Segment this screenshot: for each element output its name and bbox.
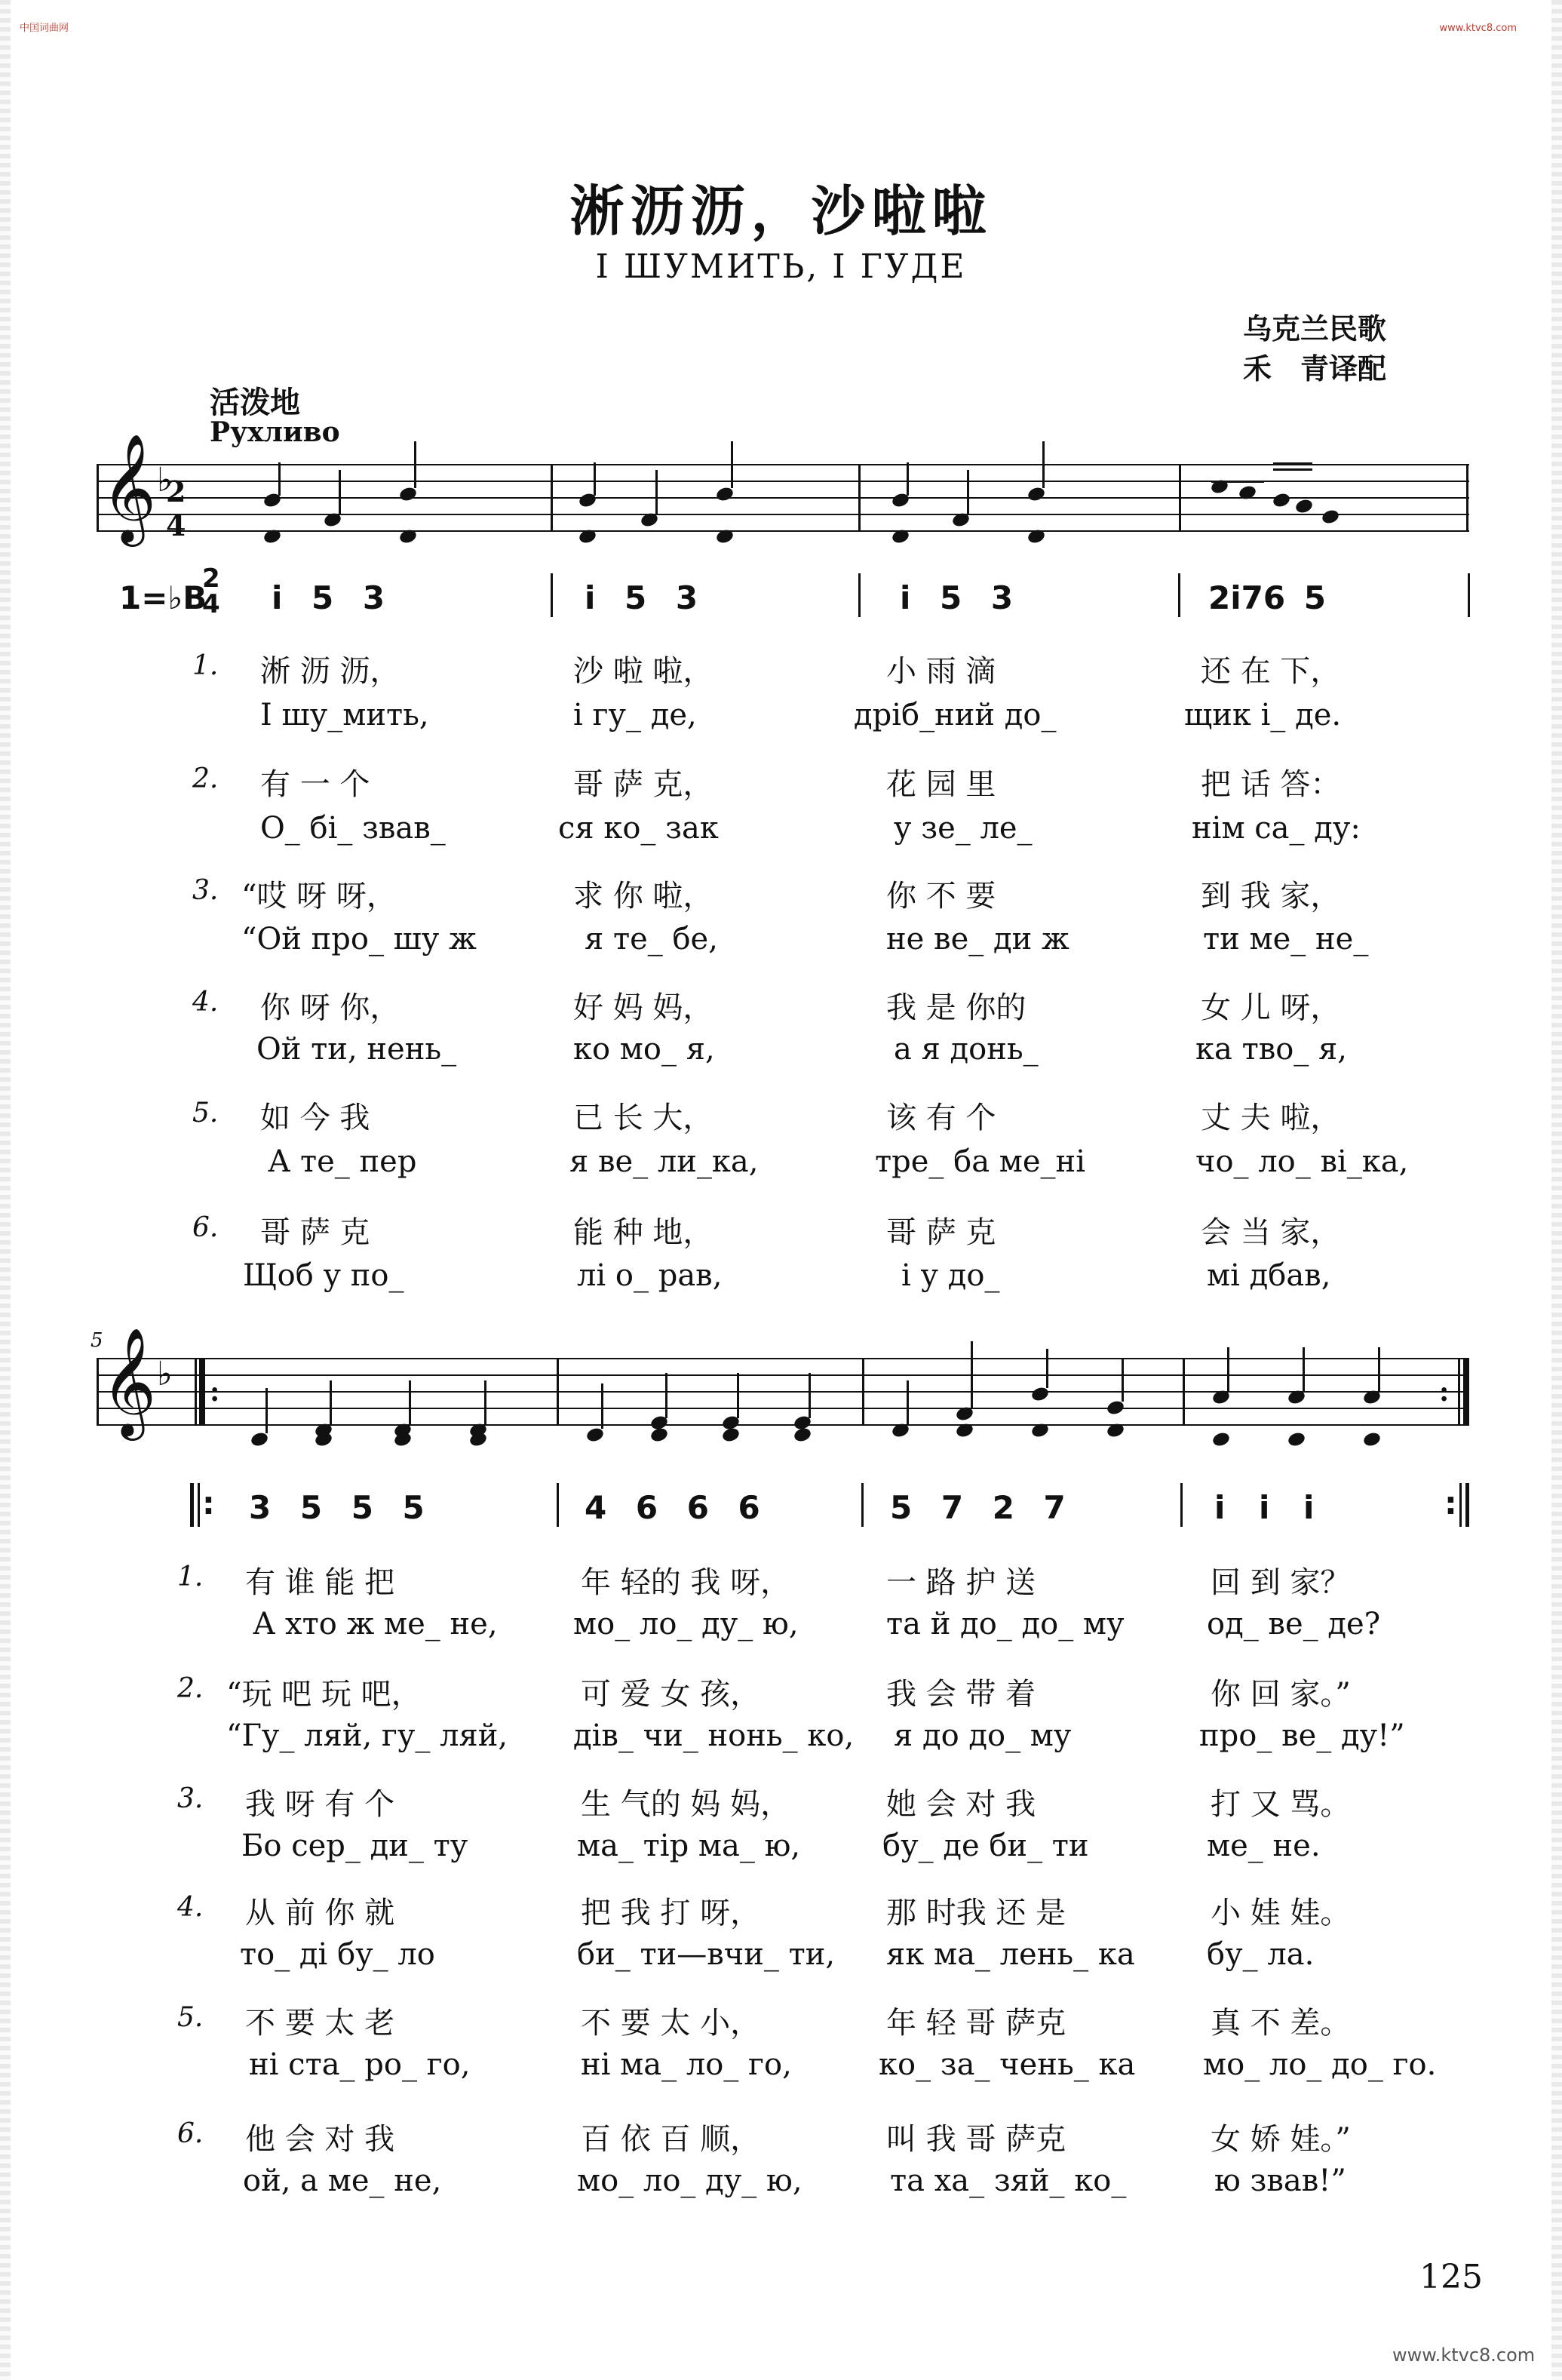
lyric-zh: 有 一 个 (260, 767, 370, 802)
lyric-zh: 丈 夫 啦， (1201, 1101, 1341, 1135)
lyric-zh: 他 会 对 我 (245, 2122, 395, 2157)
lyric-uk: Щоб у по_ (243, 1258, 404, 1293)
lyric-uk: дріб_ний до_ (854, 698, 1057, 732)
lyric-zh: 不 要 太 老 (245, 2006, 395, 2041)
staff-section-1 (97, 434, 1469, 542)
lyric-zh: 生 气的 妈 妈， (581, 1787, 791, 1822)
lyric-zh: 你 呀 你， (260, 990, 400, 1025)
site-watermark-right: www.ktvc8.com (1439, 23, 1517, 34)
lyric-uk: А хто ж ме_ не, (253, 1607, 498, 1641)
lyric-uk: ні ста_ ро_ го, (249, 2047, 471, 2082)
lyric-uk: мо_ ло_ ду_ ю, (573, 1607, 799, 1641)
lyric-uk: ме_ не. (1207, 1829, 1321, 1863)
measure-7-notes: 5 7 2 7 (890, 1489, 1066, 1526)
lyric-uk: я ве_ ли_ка, (569, 1144, 759, 1179)
lyric-uk: ні ма_ ло_ го, (581, 2047, 792, 2082)
lyric-uk: та й до_ до_ му (886, 1607, 1125, 1641)
lyric-zh: 我 是 你的 (886, 990, 1027, 1025)
song-subtitle: І ШУМИТЬ, І ГУДЕ (595, 247, 967, 286)
lyric-zh: 小 雨 滴 (886, 654, 996, 689)
lyric-uk: бу_ де би_ ти (882, 1829, 1089, 1863)
lyric-zh: 沙 啦 啦， (573, 654, 713, 689)
lyric-uk: а я донь_ (894, 1032, 1039, 1067)
tempo-chinese: 活泼地 (210, 385, 300, 420)
lyric-uk: ся ко_ зак (558, 811, 719, 846)
lyric-zh: 年 轻 哥 萨克 (886, 2006, 1066, 2041)
lyric-uk: мі дбав, (1207, 1258, 1331, 1293)
lyric-uk: я те_ бе, (585, 922, 718, 957)
lyric-zh: 哥 萨 克 (886, 1215, 996, 1250)
lyric-uk: бу_ ла. (1207, 1937, 1315, 1972)
lyric-uk: у зе_ ле_ (894, 811, 1033, 846)
lyric-uk: ой, а ме_ не, (243, 2163, 442, 2198)
lyric-zh: 如 今 我 (260, 1101, 370, 1135)
lyric-uk: нім са_ ду: (1192, 811, 1361, 846)
verse-number: 1. (192, 650, 219, 681)
staff-time-signature: 2 4 (166, 474, 186, 542)
flat-key-signature-icon: ♭ (157, 461, 173, 499)
lyric-zh: 能 种 地， (573, 1215, 713, 1250)
lyric-zh: 小 娃 娃。 (1211, 1896, 1351, 1930)
repeat-end-dots-icon: : (1439, 1376, 1450, 1408)
lyric-uk: ко мо_ я, (573, 1032, 715, 1067)
repeat-end-dots-icon: : (1444, 1485, 1457, 1522)
flat-key-signature-icon: ♭ (157, 1355, 173, 1393)
lyric-uk: ма_ тір ма_ ю, (577, 1829, 801, 1863)
lyric-zh: 你 不 要 (886, 879, 996, 914)
treble-clef-icon: 𝄞 (101, 1328, 157, 1436)
lyric-zh: 女 娇 娃。” (1211, 2122, 1351, 2157)
lyric-zh: 女 儿 呀， (1201, 990, 1341, 1025)
left-page-edge (0, 0, 11, 2380)
verse-number: 1. (177, 1562, 204, 1592)
lyric-uk: про_ ве_ ду!” (1199, 1718, 1405, 1753)
lyric-uk: Бо сер_ ди_ ту (241, 1829, 468, 1863)
lyric-uk: А те_ пер (268, 1144, 417, 1179)
lyric-zh: 哥 萨 克， (573, 767, 713, 802)
repeat-start-dots-icon: : (210, 1376, 220, 1408)
right-page-edge (1551, 0, 1562, 2380)
lyric-uk: і у до_ (901, 1258, 1000, 1293)
lyric-zh: 该 有 个 (886, 1101, 996, 1135)
verse-number: 2. (177, 1673, 204, 1704)
verse-number: 6. (177, 2118, 204, 2149)
measure-1-notes: i 5 3 (272, 579, 385, 616)
lyric-uk: О_ бі_ звав_ (260, 811, 446, 846)
lyric-zh: “哎 呀 呀， (241, 879, 397, 914)
lyric-zh: 从 前 你 就 (245, 1896, 395, 1930)
verse-number: 3. (192, 875, 219, 906)
lyric-uk: тре_ ба ме_ні (875, 1144, 1086, 1179)
verse-number: 5. (192, 1098, 219, 1129)
lyric-uk: та ха_ зяй_ ко_ (890, 2163, 1127, 2198)
lyric-uk: лі о_ рав, (577, 1258, 723, 1293)
lyric-uk: мо_ ло_ ду_ ю, (577, 2163, 802, 2198)
verse-number: 5. (177, 2002, 204, 2033)
lyric-uk: ко_ за_ чень_ ка (879, 2047, 1136, 2082)
lyric-uk: мо_ ло_ до_ го. (1203, 2047, 1437, 2082)
lyric-uk: І шу_мить, (260, 698, 429, 732)
lyric-zh: 花 园 里 (886, 767, 996, 802)
lyric-zh: 我 会 带 着 (886, 1677, 1036, 1712)
lyric-uk: щик і_ де. (1184, 698, 1342, 732)
lyric-zh: “玩 吧 玩 吧， (226, 1677, 422, 1712)
lyric-zh: 把 话 答： (1201, 767, 1341, 802)
lyric-zh: 已 长 大， (573, 1101, 713, 1135)
measure-4-notes: 2i76 5 (1208, 579, 1326, 616)
lyric-zh: 回 到 家？ (1211, 1565, 1351, 1600)
lyric-zh: 年 轻的 我 呀， (581, 1565, 791, 1600)
lyric-zh: 她 会 对 我 (886, 1787, 1036, 1822)
lyric-zh: 把 我 打 呀， (581, 1896, 761, 1930)
time-signature: 2 4 (202, 564, 220, 619)
lyric-zh: 一 路 护 送 (886, 1565, 1036, 1600)
lyric-zh: 还 在 下， (1201, 654, 1341, 689)
tempo-ukrainian: Рухливо (210, 416, 340, 448)
measure-2-notes: i 5 3 (585, 579, 698, 616)
staff-section-2 (97, 1328, 1469, 1436)
lyric-zh: 会 当 家， (1201, 1215, 1341, 1250)
verse-number: 2. (192, 763, 219, 794)
site-watermark-left: 中国词曲网 (20, 23, 69, 34)
lyric-zh: 好 妈 妈， (573, 990, 713, 1025)
lyric-uk: не ве_ ди ж (886, 922, 1069, 957)
lyric-uk: то_ ді бу_ ло (240, 1937, 435, 1972)
measure-6-notes: 4 6 6 6 (585, 1489, 760, 1526)
lyric-zh: 哥 萨 克 (260, 1215, 370, 1250)
footer-watermark: www.ktvc8.com (1392, 2345, 1536, 2366)
measure-5-notes: 3 5 5 5 (249, 1489, 425, 1526)
treble-clef-icon: 𝄞 (101, 434, 157, 542)
lyric-zh: 求 你 啦， (573, 879, 713, 914)
lyric-zh: 不 要 太 小， (581, 2006, 761, 2041)
lyric-zh: 百 依 百 顺， (581, 2122, 761, 2157)
measure-number: 5 (91, 1329, 103, 1352)
lyric-zh: 有 谁 能 把 (245, 1565, 395, 1600)
verse-number: 4. (192, 987, 219, 1018)
lyric-uk: як ма_ лень_ ка (886, 1937, 1135, 1972)
lyric-uk: од_ ве_ де? (1207, 1607, 1381, 1641)
verse-number: 3. (177, 1783, 204, 1814)
lyric-zh: 你 回 家。” (1211, 1677, 1351, 1712)
origin-credit: 乌克兰民歌 (1243, 312, 1387, 345)
lyric-zh: 我 呀 有 个 (245, 1787, 395, 1822)
lyric-uk: я до до_ му (894, 1718, 1072, 1753)
measure-8-notes: i i i (1214, 1489, 1315, 1526)
lyric-zh: 淅 沥 沥， (260, 654, 400, 689)
repeat-start-dots-icon: : (202, 1485, 215, 1522)
lyric-uk: і гу_ де, (573, 698, 697, 732)
jianpu-row-1 (0, 564, 1562, 626)
lyric-zh: 可 爱 女 孩， (581, 1677, 761, 1712)
verse-number: 4. (177, 1892, 204, 1923)
lyric-uk: дів_ чи_ нонь_ ко, (573, 1718, 855, 1753)
key-signature: 1=♭B (119, 579, 207, 616)
lyric-uk: би_ ти—вчи_ ти, (577, 1937, 836, 1972)
lyric-uk: “Ой про_ шу ж (241, 922, 477, 957)
lyric-uk: ка тво_ я, (1195, 1032, 1347, 1067)
translator-credit: 禾 青译配 (1243, 352, 1387, 385)
lyric-zh: 那 时我 还 是 (886, 1896, 1066, 1930)
lyric-uk: ти ме_ не_ (1203, 922, 1369, 957)
jianpu-row-2 (0, 1483, 1562, 1536)
lyric-uk: “Гу_ ляй, гу_ ляй, (226, 1718, 508, 1753)
lyric-uk: Ой ти, нень_ (256, 1032, 457, 1067)
song-title: 淅沥沥，沙啦啦 (569, 179, 993, 243)
lyric-uk: ю звав!” (1214, 2163, 1346, 2198)
page-number: 125 (1419, 2258, 1483, 2296)
measure-3-notes: i 5 3 (900, 579, 1014, 616)
verse-number: 6. (192, 1212, 219, 1243)
lyric-zh: 叫 我 哥 萨克 (886, 2122, 1066, 2157)
lyric-zh: 打 又 骂。 (1211, 1787, 1351, 1822)
lyric-zh: 真 不 差。 (1211, 2006, 1351, 2041)
lyric-uk: чо_ ло_ ві_ка, (1195, 1144, 1409, 1179)
lyric-zh: 到 我 家， (1201, 879, 1341, 914)
